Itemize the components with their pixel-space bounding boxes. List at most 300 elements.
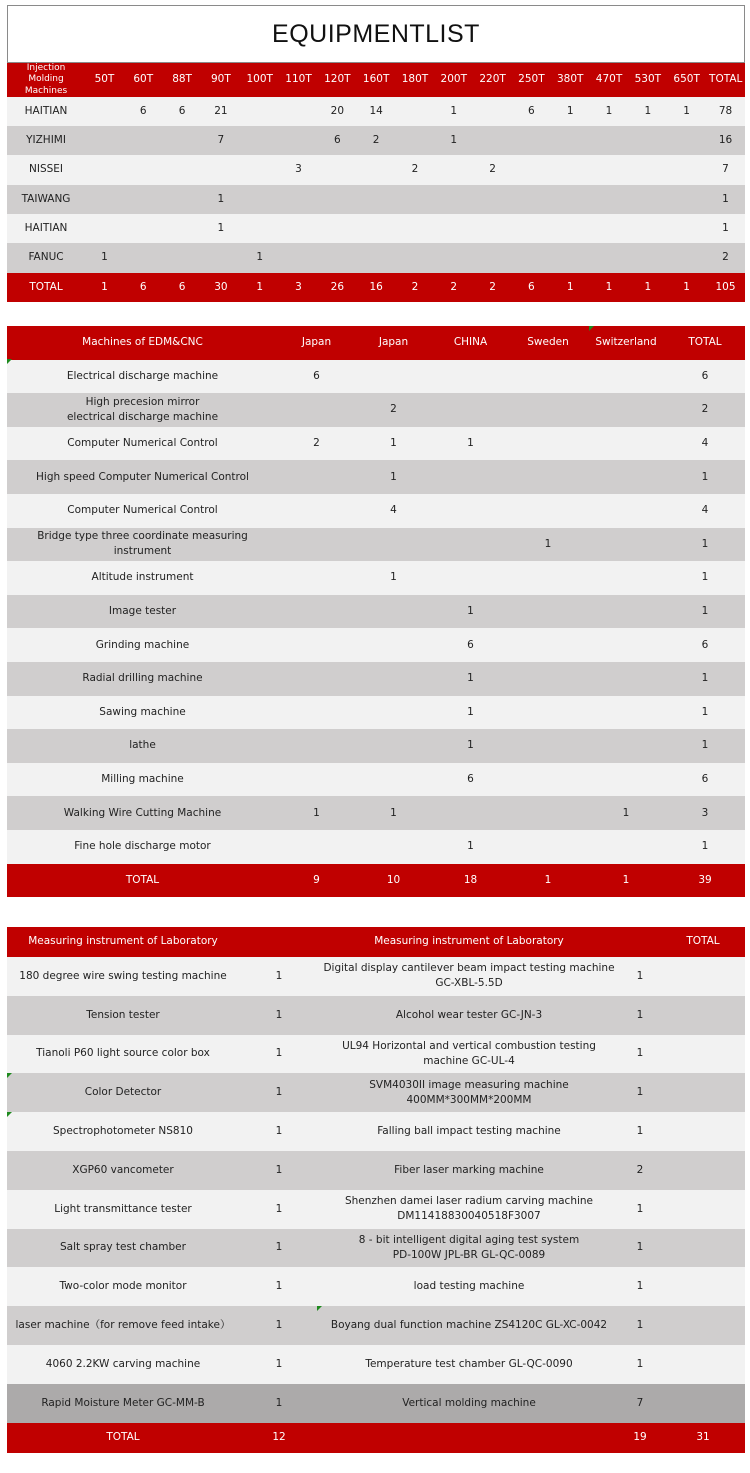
- value-cell: 1: [551, 273, 590, 302]
- table-row: [7, 628, 745, 662]
- value-cell: [587, 528, 665, 562]
- value-cell: [432, 796, 509, 830]
- header-row: [7, 63, 745, 97]
- value-cell: [587, 662, 665, 696]
- value-cell: 2: [473, 273, 512, 302]
- value-cell: [85, 97, 124, 126]
- value-cell: 1: [665, 460, 745, 494]
- row-label-cell: Machines of EDM&CNC: [7, 326, 278, 360]
- injection-molding-table: [7, 63, 745, 302]
- value-cell: 1: [706, 185, 745, 214]
- value-cell: [279, 243, 318, 272]
- row-label-cell: FANUC: [7, 243, 85, 272]
- value-cell: 1: [239, 1306, 319, 1345]
- table-row: [7, 1190, 745, 1229]
- row-label-cell: Tianoli P60 light source color box: [7, 1035, 239, 1074]
- value-cell: 1: [665, 528, 745, 562]
- value-cell: 6: [512, 273, 551, 302]
- value-cell: [85, 185, 124, 214]
- value-cell: 1: [667, 97, 706, 126]
- value-cell: [279, 185, 318, 214]
- value-cell: [667, 214, 706, 243]
- table-row: [7, 595, 745, 629]
- value-cell: [667, 126, 706, 155]
- row-label-cell: TAIWANG: [7, 185, 85, 214]
- value-cell: [509, 662, 587, 696]
- value-cell: [201, 243, 240, 272]
- table-row: [7, 494, 745, 528]
- value-cell: [318, 214, 357, 243]
- value-cell: 1: [239, 996, 319, 1035]
- value-cell: Japan: [355, 326, 432, 360]
- value-cell: [509, 393, 587, 427]
- value-cell: [85, 155, 124, 184]
- value-cell: 1: [239, 1035, 319, 1074]
- value-cell: 1: [551, 97, 590, 126]
- table-row: [7, 214, 745, 243]
- value-cell: Sweden: [509, 326, 587, 360]
- value-cell: [661, 1345, 745, 1384]
- value-cell: [278, 494, 355, 528]
- value-cell: load testing machine: [319, 1267, 619, 1306]
- value-cell: 6: [665, 763, 745, 797]
- value-cell: 1: [432, 830, 509, 864]
- value-cell: 14: [357, 97, 396, 126]
- value-cell: [357, 243, 396, 272]
- row-label-cell: Electrical discharge machine: [7, 360, 278, 394]
- row-label-cell: Tension tester: [7, 996, 239, 1035]
- table-row: [7, 126, 745, 155]
- row-label-cell: Computer Numerical Control: [7, 427, 278, 461]
- value-cell: [240, 214, 279, 243]
- value-cell: [396, 185, 435, 214]
- row-label-cell: lathe: [7, 729, 278, 763]
- value-cell: 1: [239, 1190, 319, 1229]
- value-cell: [590, 155, 629, 184]
- value-cell: 2: [706, 243, 745, 272]
- row-label-cell: Grinding machine: [7, 628, 278, 662]
- value-cell: 2: [357, 126, 396, 155]
- value-cell: 200T: [434, 63, 473, 97]
- value-cell: 6: [278, 360, 355, 394]
- table-row: [7, 243, 745, 272]
- value-cell: 120T: [318, 63, 357, 97]
- value-cell: Vertical molding machine: [319, 1384, 619, 1423]
- value-cell: Japan: [278, 326, 355, 360]
- value-cell: 60T: [124, 63, 163, 97]
- value-cell: 1: [432, 696, 509, 730]
- value-cell: 1: [665, 561, 745, 595]
- table-row: [7, 97, 745, 126]
- value-cell: 1: [201, 185, 240, 214]
- value-cell: Falling ball impact testing machine: [319, 1112, 619, 1151]
- value-cell: [396, 243, 435, 272]
- value-cell: 6: [318, 126, 357, 155]
- value-cell: 18: [432, 864, 509, 898]
- value-cell: [318, 155, 357, 184]
- table-row: [7, 830, 745, 864]
- value-cell: [512, 155, 551, 184]
- value-cell: 1: [239, 1151, 319, 1190]
- value-cell: [587, 360, 665, 394]
- value-cell: 39: [665, 864, 745, 898]
- value-cell: [587, 393, 665, 427]
- table-row: [7, 1151, 745, 1190]
- value-cell: [667, 155, 706, 184]
- value-cell: [473, 126, 512, 155]
- value-cell: [551, 155, 590, 184]
- value-cell: [432, 528, 509, 562]
- table-row: [7, 1035, 745, 1074]
- value-cell: [590, 243, 629, 272]
- value-cell: [124, 214, 163, 243]
- value-cell: 78: [706, 97, 745, 126]
- value-cell: 26: [318, 273, 357, 302]
- value-cell: 1: [590, 273, 629, 302]
- table-row: [7, 1345, 745, 1384]
- value-cell: [628, 155, 667, 184]
- row-label-cell: Injection Molding Machines: [7, 63, 85, 97]
- value-cell: [357, 155, 396, 184]
- value-cell: 1: [239, 1073, 319, 1112]
- value-cell: TOTAL: [661, 927, 745, 957]
- value-cell: 1: [619, 1035, 661, 1074]
- value-cell: [432, 460, 509, 494]
- table-row: [7, 696, 745, 730]
- value-cell: 1: [434, 97, 473, 126]
- value-cell: 1: [619, 957, 661, 996]
- value-cell: 1: [432, 427, 509, 461]
- value-cell: 16: [706, 126, 745, 155]
- row-label-cell: Image tester: [7, 595, 278, 629]
- value-cell: [628, 126, 667, 155]
- table-row: [7, 460, 745, 494]
- value-cell: [432, 561, 509, 595]
- value-cell: [355, 696, 432, 730]
- cell-comment-marker: [7, 1112, 12, 1117]
- value-cell: [124, 243, 163, 272]
- value-cell: 4: [665, 427, 745, 461]
- value-cell: 7: [706, 155, 745, 184]
- row-label-cell: Altitude instrument: [7, 561, 278, 595]
- value-cell: 1: [434, 126, 473, 155]
- value-cell: [396, 126, 435, 155]
- value-cell: 1: [239, 1345, 319, 1384]
- value-cell: 1: [239, 1229, 319, 1268]
- cell-comment-marker: [317, 1306, 322, 1311]
- value-cell: [509, 561, 587, 595]
- row-label-cell: Sawing machine: [7, 696, 278, 730]
- value-cell: [661, 1073, 745, 1112]
- value-cell: 1: [432, 729, 509, 763]
- value-cell: [357, 185, 396, 214]
- value-cell: 1: [665, 595, 745, 629]
- table-row: [7, 1112, 745, 1151]
- total-row: [7, 864, 745, 898]
- row-label-cell: Milling machine: [7, 763, 278, 797]
- value-cell: [355, 360, 432, 394]
- value-cell: Digital display cantilever beam impact testing machine GC-XBL-5.5D: [319, 957, 619, 996]
- row-label-cell: laser machine（for remove feed intake）: [7, 1306, 239, 1345]
- value-cell: [661, 1112, 745, 1151]
- value-cell: [509, 696, 587, 730]
- value-cell: [355, 729, 432, 763]
- value-cell: [240, 126, 279, 155]
- value-cell: 1: [619, 1073, 661, 1112]
- value-cell: [163, 214, 202, 243]
- value-cell: [85, 214, 124, 243]
- table-row: [7, 763, 745, 797]
- value-cell: Measuring instrument of Laboratory: [319, 927, 619, 957]
- value-cell: [587, 595, 665, 629]
- value-cell: 470T: [590, 63, 629, 97]
- value-cell: 16: [357, 273, 396, 302]
- value-cell: 105: [706, 273, 745, 302]
- value-cell: [587, 729, 665, 763]
- value-cell: [432, 360, 509, 394]
- value-cell: [628, 243, 667, 272]
- value-cell: 2: [355, 393, 432, 427]
- value-cell: [587, 427, 665, 461]
- value-cell: [432, 393, 509, 427]
- value-cell: [509, 763, 587, 797]
- value-cell: TOTAL: [706, 63, 745, 97]
- value-cell: [201, 155, 240, 184]
- value-cell: [661, 1035, 745, 1074]
- value-cell: [509, 628, 587, 662]
- value-cell: 1: [619, 1306, 661, 1345]
- value-cell: 2: [473, 155, 512, 184]
- value-cell: [163, 185, 202, 214]
- row-label-cell: Computer Numerical Control: [7, 494, 278, 528]
- table-row: [7, 1384, 745, 1423]
- value-cell: [509, 595, 587, 629]
- value-cell: [628, 185, 667, 214]
- value-cell: [509, 460, 587, 494]
- value-cell: [473, 185, 512, 214]
- value-cell: [434, 243, 473, 272]
- row-label-cell: Measuring instrument of Laboratory: [7, 927, 239, 957]
- value-cell: 2: [665, 393, 745, 427]
- value-cell: 9: [278, 864, 355, 898]
- value-cell: [85, 126, 124, 155]
- value-cell: [590, 214, 629, 243]
- value-cell: [667, 185, 706, 214]
- value-cell: [278, 729, 355, 763]
- value-cell: Alcohol wear tester GC-JN-3: [319, 996, 619, 1035]
- value-cell: 19: [619, 1423, 661, 1453]
- row-label-cell: YIZHIMI: [7, 126, 85, 155]
- value-cell: [278, 528, 355, 562]
- value-cell: 1: [239, 1112, 319, 1151]
- value-cell: CHINA: [432, 326, 509, 360]
- table-row: [7, 393, 745, 427]
- laboratory-instrument-table: [7, 927, 745, 1453]
- value-cell: [124, 155, 163, 184]
- value-cell: 1: [590, 97, 629, 126]
- value-cell: 1: [628, 97, 667, 126]
- value-cell: 1: [239, 957, 319, 996]
- value-cell: 3: [279, 155, 318, 184]
- value-cell: 8 - bit intelligent digital aging test system PD-100W JPL-BR GL-QC-0089: [319, 1229, 619, 1268]
- value-cell: [512, 214, 551, 243]
- value-cell: 160T: [357, 63, 396, 97]
- row-label-cell: HAITIAN: [7, 97, 85, 126]
- row-label-cell: HAITIAN: [7, 214, 85, 243]
- value-cell: [434, 185, 473, 214]
- value-cell: Fiber laser marking machine: [319, 1151, 619, 1190]
- value-cell: 30: [201, 273, 240, 302]
- value-cell: [587, 763, 665, 797]
- table-row: [7, 796, 745, 830]
- value-cell: [163, 243, 202, 272]
- value-cell: [278, 830, 355, 864]
- value-cell: Boyang dual function machine ZS4120C GL-XC-0042: [319, 1306, 619, 1345]
- value-cell: 1: [239, 1384, 319, 1423]
- value-cell: SVM4030II image measuring machine 400MM*300MM*200MM: [319, 1073, 619, 1112]
- value-cell: [551, 214, 590, 243]
- value-cell: [355, 662, 432, 696]
- value-cell: [355, 763, 432, 797]
- value-cell: 100T: [240, 63, 279, 97]
- value-cell: 50T: [85, 63, 124, 97]
- table-row: [7, 528, 745, 562]
- value-cell: 530T: [628, 63, 667, 97]
- value-cell: 1: [619, 1112, 661, 1151]
- value-cell: [667, 243, 706, 272]
- value-cell: 1: [432, 595, 509, 629]
- value-cell: [240, 155, 279, 184]
- total-row: [7, 273, 745, 302]
- row-label-cell: Two-color mode monitor: [7, 1267, 239, 1306]
- value-cell: [509, 796, 587, 830]
- value-cell: [279, 214, 318, 243]
- value-cell: [318, 243, 357, 272]
- value-cell: Switzerland: [587, 326, 665, 360]
- value-cell: 1: [509, 864, 587, 898]
- row-label-cell: Walking Wire Cutting Machine: [7, 796, 278, 830]
- value-cell: 1: [201, 214, 240, 243]
- value-cell: [590, 185, 629, 214]
- value-cell: [319, 1423, 619, 1453]
- value-cell: [124, 126, 163, 155]
- value-cell: 88T: [163, 63, 202, 97]
- value-cell: 1: [355, 460, 432, 494]
- value-cell: 90T: [201, 63, 240, 97]
- value-cell: [355, 830, 432, 864]
- value-cell: 110T: [279, 63, 318, 97]
- value-cell: 1: [619, 1229, 661, 1268]
- row-label-cell: Radial drilling machine: [7, 662, 278, 696]
- value-cell: [587, 830, 665, 864]
- total-row: [7, 1423, 745, 1453]
- value-cell: [509, 494, 587, 528]
- table-row: [7, 360, 745, 394]
- table-row: [7, 427, 745, 461]
- value-cell: 1: [85, 273, 124, 302]
- value-cell: 7: [201, 126, 240, 155]
- value-cell: 1: [619, 1267, 661, 1306]
- row-label-cell: Color Detector: [7, 1073, 239, 1112]
- cell-comment-marker: [7, 359, 12, 364]
- value-cell: 7: [619, 1384, 661, 1423]
- value-cell: [587, 696, 665, 730]
- table-row: [7, 561, 745, 595]
- value-cell: [661, 996, 745, 1035]
- value-cell: 1: [239, 1267, 319, 1306]
- value-cell: [124, 185, 163, 214]
- row-label-cell: 4060 2.2KW carving machine: [7, 1345, 239, 1384]
- table-row: [7, 662, 745, 696]
- value-cell: [509, 729, 587, 763]
- value-cell: [661, 1229, 745, 1268]
- value-cell: [512, 126, 551, 155]
- row-label-cell: Bridge type three coordinate measuring instrument: [7, 528, 278, 562]
- value-cell: 6: [665, 628, 745, 662]
- value-cell: [278, 662, 355, 696]
- value-cell: 1: [619, 1345, 661, 1384]
- value-cell: 1: [665, 662, 745, 696]
- header-row: [7, 927, 745, 957]
- value-cell: [661, 1306, 745, 1345]
- value-cell: 6: [124, 273, 163, 302]
- value-cell: [278, 595, 355, 629]
- value-cell: 1: [665, 830, 745, 864]
- value-cell: 1: [355, 796, 432, 830]
- value-cell: [473, 214, 512, 243]
- value-cell: 1: [432, 662, 509, 696]
- value-cell: 2: [278, 427, 355, 461]
- value-cell: [278, 393, 355, 427]
- value-cell: [661, 1267, 745, 1306]
- value-cell: [434, 214, 473, 243]
- value-cell: [396, 97, 435, 126]
- value-cell: 6: [163, 273, 202, 302]
- value-cell: [628, 214, 667, 243]
- value-cell: [355, 628, 432, 662]
- value-cell: [432, 494, 509, 528]
- value-cell: [278, 696, 355, 730]
- row-label-cell: Light transmittance tester: [7, 1190, 239, 1229]
- value-cell: 3: [279, 273, 318, 302]
- value-cell: 1: [628, 273, 667, 302]
- value-cell: [512, 243, 551, 272]
- row-label-cell: NISSEI: [7, 155, 85, 184]
- value-cell: TOTAL: [665, 326, 745, 360]
- row-label-cell: Fine hole discharge motor: [7, 830, 278, 864]
- value-cell: 1: [587, 796, 665, 830]
- value-cell: 2: [396, 155, 435, 184]
- value-cell: [587, 561, 665, 595]
- row-label-cell: TOTAL: [7, 864, 278, 898]
- value-cell: 1: [665, 729, 745, 763]
- value-cell: 20: [318, 97, 357, 126]
- value-cell: [661, 1190, 745, 1229]
- row-label-cell: Spectrophotometer NS810: [7, 1112, 239, 1151]
- table-row: [7, 1229, 745, 1268]
- value-cell: [163, 126, 202, 155]
- value-cell: [278, 460, 355, 494]
- value-cell: 2: [434, 273, 473, 302]
- value-cell: [279, 97, 318, 126]
- table-row: [7, 155, 745, 184]
- value-cell: 6: [163, 97, 202, 126]
- table-row: [7, 1306, 745, 1345]
- value-cell: 1: [665, 696, 745, 730]
- table-row: [7, 1073, 745, 1112]
- value-cell: [551, 243, 590, 272]
- value-cell: [661, 957, 745, 996]
